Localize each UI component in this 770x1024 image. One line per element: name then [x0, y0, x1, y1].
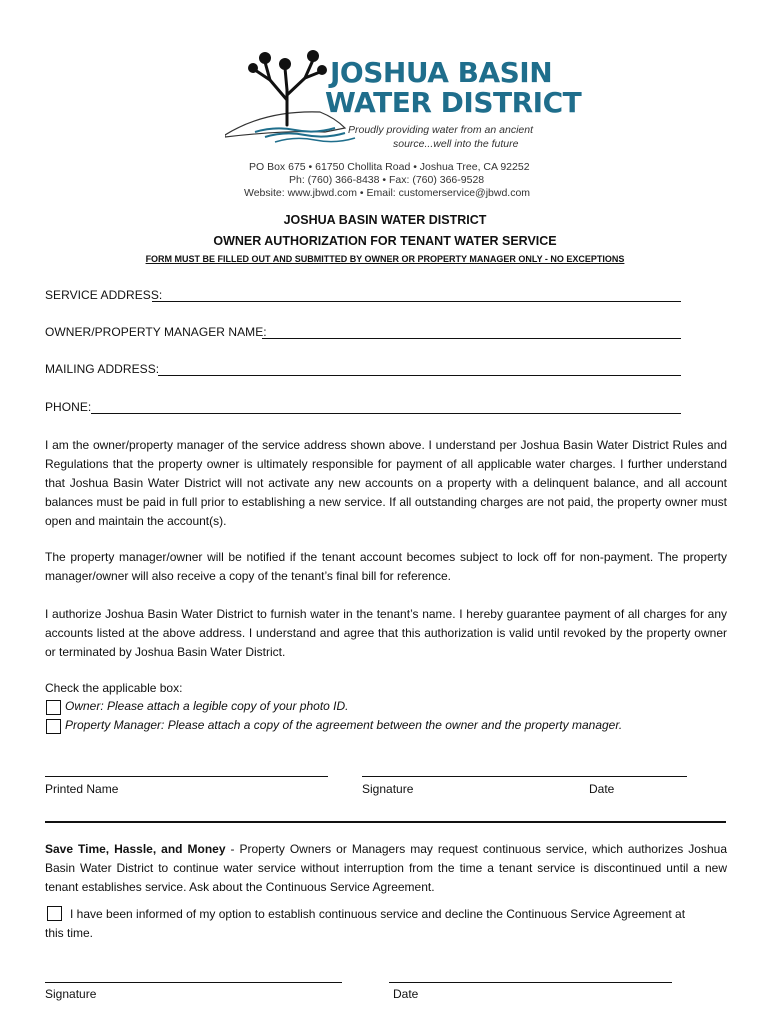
phone-label: PHONE: [45, 400, 92, 414]
owner-checkbox[interactable] [46, 700, 61, 715]
tagline-line2: source...well into the future [393, 138, 519, 150]
decline-line2: this time. [45, 926, 94, 940]
tagline-line1: Proudly providing water from an ancient [348, 124, 534, 136]
service-address-label: SERVICE ADDRESS: [45, 288, 163, 302]
signature2-line[interactable] [45, 982, 342, 983]
manager-checkbox-label: Property Manager: Please attach a copy of the agreement between the owner and the property manager. [65, 718, 623, 732]
continuous-service-lead: Save Time, Hassle, and Money [45, 842, 226, 856]
date2-label: Date [393, 987, 419, 1001]
paragraph-responsibility: I am the owner/property manager of the service address shown above. I understand per Joshua Basin Water District Rules and Regulations that the property owner is ultimately responsible for payment of all applicable water charges. I further understand that Joshua Basin Water District will not activate any new accounts on a property with a delinquent balance, and all account balances must be paid in full prior to establishing a new service. If all outstanding charges are not paid, the property owner must open and maintain the account(s). [45, 438, 727, 528]
section-divider [45, 821, 726, 823]
decline-line1: I have been informed of my option to establish continuous service and decline the Continuous Service Agreement at [70, 907, 686, 921]
manager-checkbox[interactable] [46, 719, 61, 734]
contact-address: PO Box 675 • 61750 Chollita Road • Joshua Tree, CA 92252 [249, 161, 530, 173]
printed-name-line[interactable] [45, 776, 328, 777]
org-name-line2: WATER DISTRICT [325, 86, 582, 119]
date2-line[interactable] [389, 982, 672, 983]
continuous-service-text: - Property Owners or Managers may request continuous service, which authorizes Joshua Basin Water District to continue water service without interruption from the time a tenant service is discontinued until a new tenant establishes service. Ask about the Continuous Service Agreement. [45, 842, 727, 894]
paragraph-notification: The property manager/owner will be notified if the tenant account becomes subject to lock off for non-payment. The property manager/owner will also receive a copy of the tenant’s final bill for reference. [45, 550, 727, 583]
contact-web: Website: www.jbwd.com • Email: customerservice@jbwd.com [244, 187, 531, 199]
form-notice: FORM MUST BE FILLED OUT AND SUBMITTED BY OWNER OR PROPERTY MANAGER ONLY - NO EXCEPTIONS [145, 254, 625, 264]
mailing-address-label: MAILING ADDRESS: [45, 362, 160, 376]
printed-name-label: Printed Name [45, 782, 119, 796]
service-address-field[interactable] [152, 301, 681, 302]
check-heading: Check the applicable box: [45, 681, 183, 695]
continuous-service-paragraph [45, 840, 727, 897]
signature-label: Signature [362, 782, 414, 796]
contact-phone: Ph: (760) 366-8438 • Fax: (760) 366-9528 [289, 174, 485, 186]
owner-name-label: OWNER/PROPERTY MANAGER NAME: [45, 325, 267, 339]
owner-name-field[interactable] [262, 338, 681, 339]
paragraph-authorization: I authorize Joshua Basin Water District to furnish water in the tenant’s name. I hereby guarantee payment of all charges for any accounts listed at the above address. I understand and agree that this authorization is valid until revoked by the property owner or terminated by Joshua Basin Water District. [45, 607, 727, 659]
signature2-label: Signature [45, 987, 97, 1001]
org-name-line1: JOSHUA BASIN [330, 56, 553, 89]
date-label: Date [589, 782, 615, 796]
form-title: OWNER AUTHORIZATION FOR TENANT WATER SERVICE [213, 234, 557, 248]
district-title: JOSHUA BASIN WATER DISTRICT [283, 213, 487, 227]
owner-checkbox-label: Owner: Please attach a legible copy of your photo ID. [65, 699, 349, 713]
signature-date-line[interactable] [362, 776, 687, 777]
phone-field[interactable] [91, 413, 681, 414]
mailing-address-field[interactable] [158, 375, 681, 376]
decline-checkbox[interactable] [47, 906, 62, 921]
